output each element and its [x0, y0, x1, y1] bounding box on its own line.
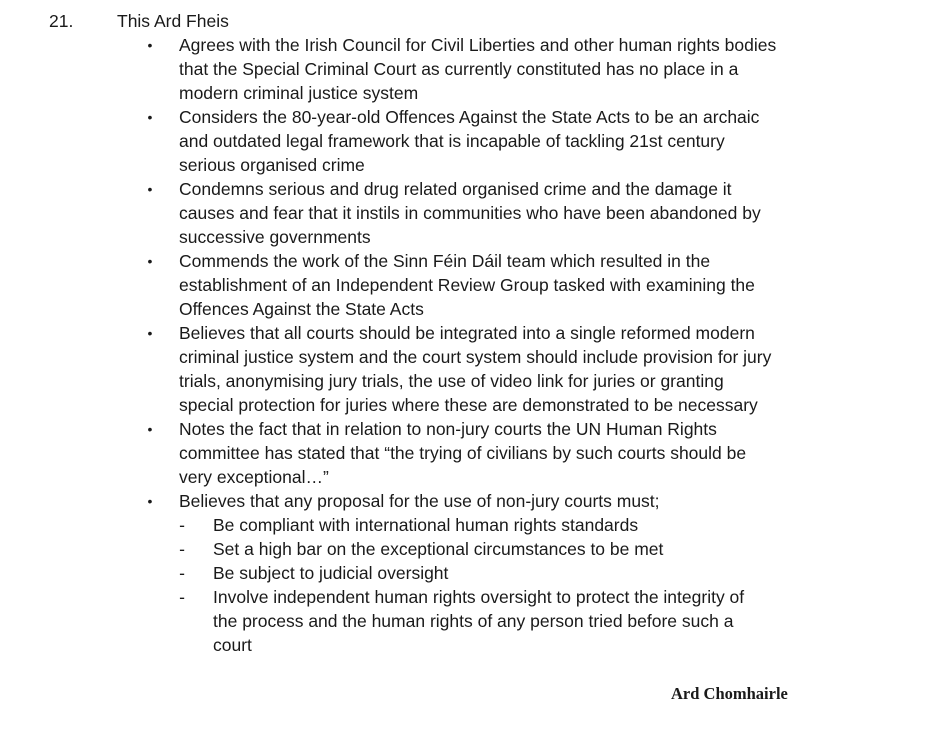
bullet-marker: • — [147, 37, 153, 53]
bullet-text: Commends the work of the Sinn Féin Dáil team which resulted in the establishment of an Independent Review Group tasked with examining the Offences Against the State Acts — [179, 251, 755, 319]
sub-item — [179, 513, 773, 537]
bullet-item — [0, 105, 779, 177]
sub-item — [179, 561, 773, 585]
bullet-marker: • — [147, 181, 153, 197]
bullet-text: Condemns serious and drug related organised crime and the damage it causes and fear that it instils in communities who have been abandoned by successive governments — [179, 179, 761, 247]
bullet-marker: • — [147, 253, 153, 269]
bullet-text: Agrees with the Irish Council for Civil Liberties and other human rights bodies that the Special Criminal Court as currently constituted has no place in a modern criminal justice system — [179, 35, 777, 103]
bullet-marker: • — [147, 493, 153, 509]
sub-item-list — [179, 513, 779, 657]
bullet-item — [0, 417, 779, 489]
sub-item-text: Be subject to judicial oversight — [213, 563, 449, 583]
bullet-text: Believes that all courts should be integrated into a single reformed modern criminal justice system and the court system should include provision for jury trials, anonymising jury trials, the use of video link for juries or granting special protection for juries where these are demonstrated to be necessary — [179, 323, 772, 415]
bullet-item — [0, 249, 779, 321]
bullet-item — [0, 33, 779, 105]
bullet-item — [0, 177, 779, 249]
sub-item-text: Set a high bar on the exceptional circumstances to be met — [213, 539, 664, 559]
bullet-text: Considers the 80-year-old Offences Against the State Acts to be an archaic and outdated legal framework that is incapable of tackling 21st century serious organised crime — [179, 107, 760, 175]
signature-proposer: Ard Chomhairle — [671, 684, 788, 703]
dash-marker: - — [179, 539, 185, 559]
sub-item — [179, 585, 773, 657]
sub-item-text: Involve independent human rights oversight to protect the integrity of the process and the human rights of any person tried before such a court — [213, 587, 745, 655]
bullet-marker: • — [147, 421, 153, 437]
bullet-text: Believes that any proposal for the use of non-jury courts must; — [179, 491, 660, 511]
bullet-marker: • — [147, 325, 153, 341]
dash-marker: - — [179, 515, 185, 535]
bullet-marker: • — [147, 109, 153, 125]
bullet-item — [0, 489, 779, 657]
bullet-item — [0, 321, 779, 417]
motion-bullet-list — [0, 33, 949, 657]
motion-intro: This Ard Fheis — [117, 11, 229, 31]
sub-item — [179, 537, 773, 561]
sub-item-text: Be compliant with international human rights standards — [213, 515, 639, 535]
dash-marker: - — [179, 587, 185, 607]
motion-number: 21. — [49, 11, 74, 31]
dash-marker: - — [179, 563, 185, 583]
bullet-text: Notes the fact that in relation to non-jury courts the UN Human Rights committee has stated that “the trying of civilians by such courts should be very exceptional…” — [179, 419, 747, 487]
